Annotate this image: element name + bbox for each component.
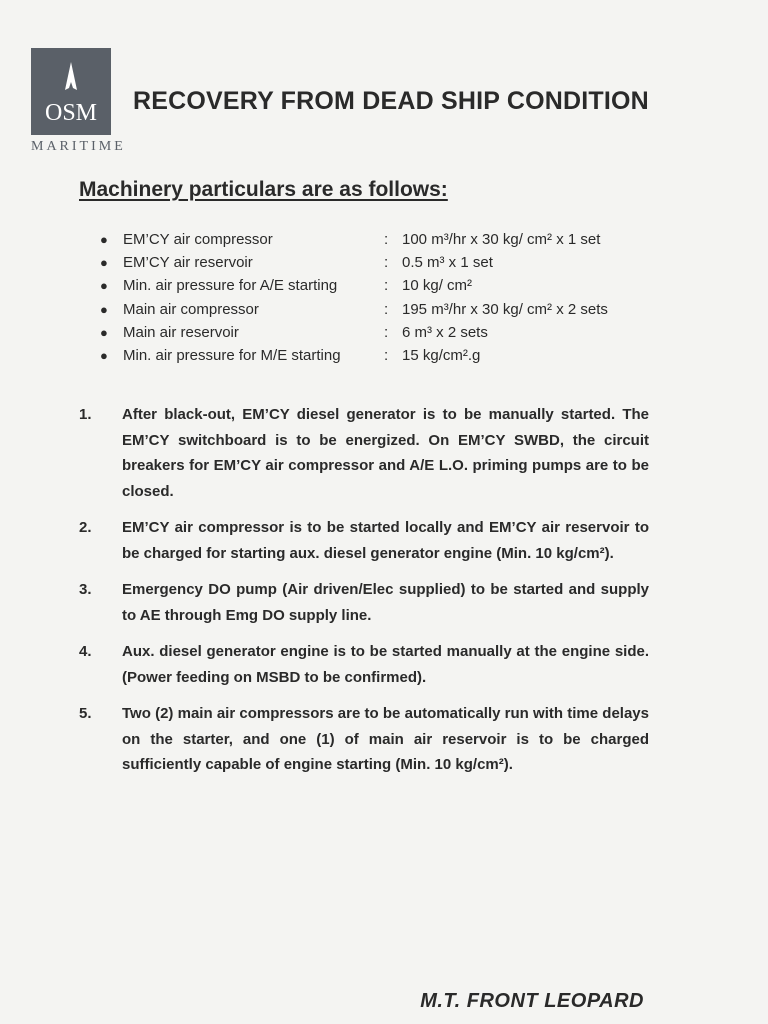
logo-company-name: MARITIME xyxy=(31,139,126,154)
bullet: ● xyxy=(100,324,108,340)
separator: : xyxy=(384,346,389,364)
separator: : xyxy=(384,323,389,341)
procedure-step xyxy=(79,515,649,566)
machinery-item-value: 195 m³/hr x 30 kg/ cm² x 2 sets xyxy=(402,300,608,318)
machinery-item-label: EM’CY air reservoir xyxy=(123,254,253,272)
bullet: ● xyxy=(100,347,108,363)
machinery-item-value: 0.5 m³ x 1 set xyxy=(402,254,493,272)
procedure-step xyxy=(79,402,649,504)
procedure-steps xyxy=(79,402,649,789)
vessel-name: M.T. FRONT LEOPARD xyxy=(420,990,644,1012)
machinery-item xyxy=(100,228,680,251)
compass-arrow-icon xyxy=(31,48,111,135)
separator: : xyxy=(384,300,389,318)
machinery-item-label: Min. air pressure for M/E starting xyxy=(123,346,341,364)
bullet: ● xyxy=(100,232,108,247)
machinery-item-label: EM’CY air compressor xyxy=(123,231,273,248)
machinery-item xyxy=(100,251,680,274)
machinery-item-value: 6 m³ x 2 sets xyxy=(402,323,488,341)
machinery-item-label: Main air reservoir xyxy=(123,323,239,341)
machinery-item xyxy=(100,274,680,297)
machinery-list xyxy=(100,228,680,367)
step-text: Two (2) main air compressors are to be automatically run with time delays on the starter, and one (1) of main air reservoir is to be charged sufficiently capable of engine starting (Min. 10 kg/cm²). xyxy=(122,705,649,773)
step-number: 2. xyxy=(79,519,92,536)
company-logo xyxy=(31,48,126,154)
step-text: Emergency DO pump (Air driven/Elec supplied) to be started and supply to AE through Emg DO supply line. xyxy=(122,581,649,624)
procedure-step xyxy=(79,701,649,778)
machinery-item xyxy=(100,344,680,367)
step-text: Aux. diesel generator engine is to be started manually at the engine side. (Power feeding on MSBD to be confirmed). xyxy=(122,643,649,686)
procedure-step xyxy=(79,577,649,628)
separator: : xyxy=(384,231,389,248)
procedure-step xyxy=(79,639,649,690)
bullet: ● xyxy=(100,255,108,271)
separator: : xyxy=(384,277,389,295)
machinery-item xyxy=(100,321,680,344)
step-text: After black-out, EM’CY diesel generator is to be manually started. The EM’CY switchboard is to be energized. On EM’CY SWBD, the circuit breakers for EM’CY air compressor and A/E L.O. priming pumps are to be closed. xyxy=(122,406,649,500)
machinery-heading: Machinery particulars are as follows: xyxy=(79,178,448,201)
logo-text: OSM xyxy=(44,100,98,126)
step-number: 4. xyxy=(79,643,92,660)
page-title: RECOVERY FROM DEAD SHIP CONDITION xyxy=(133,87,649,115)
machinery-item-value: 100 m³/hr x 30 kg/ cm² x 1 set xyxy=(402,231,601,248)
step-number: 1. xyxy=(79,406,92,423)
bullet: ● xyxy=(100,301,108,317)
separator: : xyxy=(384,254,389,272)
step-number: 3. xyxy=(79,581,92,598)
step-text: EM’CY air compressor is to be started locally and EM’CY air reservoir to be charged for starting aux. diesel generator engine (Min. 10 kg/cm²). xyxy=(122,519,649,562)
machinery-item-value: 10 kg/ cm² xyxy=(402,277,473,295)
machinery-item-value: 15 kg/cm².g xyxy=(402,346,481,364)
machinery-item-label: Min. air pressure for A/E starting xyxy=(123,277,338,295)
bullet: ● xyxy=(100,278,108,294)
machinery-item xyxy=(100,298,680,321)
machinery-item-label: Main air compressor xyxy=(123,300,259,318)
step-number: 5. xyxy=(79,705,92,722)
